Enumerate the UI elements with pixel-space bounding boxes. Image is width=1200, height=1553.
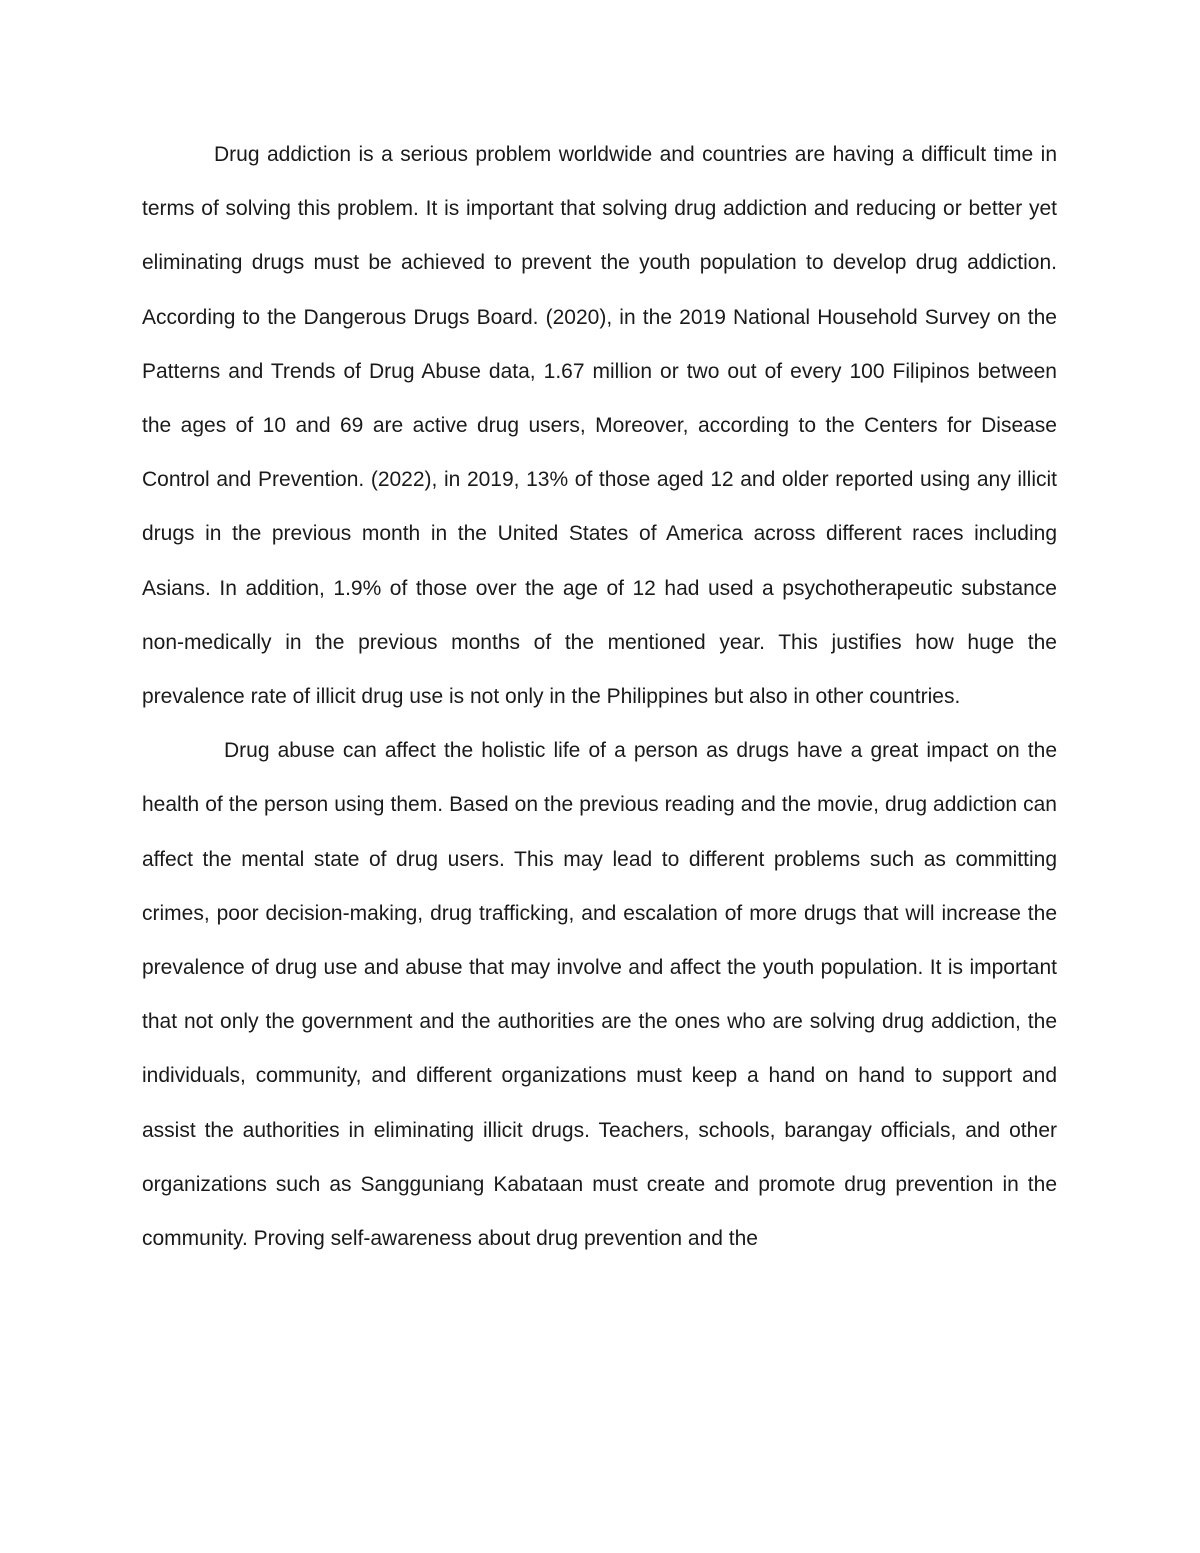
paragraph-drug-addiction-prevalence: Drug addiction is a serious problem worldwide and countries are having a difficult time in terms of solving this problem. It is important that solving drug addiction and reducing or better yet eliminating drugs must be achieved to prevent the youth population to develop drug addiction. According to the Dangerous Drugs Board. (2020), in the 2019 National Household Survey on the Patterns and Trends of Drug Abuse data, 1.67 million or two out of every 100 Filipinos between the ages of 10 and 69 are active drug users, Moreover, according to the Centers for Disease Control and Prevention. (2022), in 2019, 13% of those aged 12 and older reported using any illicit drugs in the previous month in the United States of America across different races including Asians. In addition, 1.9% of those over the age of 12 had used a psychotherapeutic substance non-medically in the previous months of the mentioned year. This justifies how huge the prevalence rate of illicit drug use is not only in the Philippines but also in other countries. (142, 143, 1057, 709)
document-body (142, 128, 1057, 1266)
paragraph-drug-abuse-effects: Drug abuse can affect the holistic life of a person as drugs have a great impact on the health of the person using them. Based on the previous reading and the movie, drug addiction can affect the mental state of drug users. This may lead to different problems such as committing crimes, poor decision-making, drug trafficking, and escalation of more drugs that will increase the prevalence of drug use and abuse that may involve and affect the youth population. It is important that not only the government and the authorities are the ones who are solving drug addiction, the individuals, community, and different organizations must keep a hand on hand to support and assist the authorities in eliminating illicit drugs. Teachers, schools, barangay officials, and other organizations such as Sangguniang Kabataan must create and promote drug prevention in the community. Proving self-awareness about drug prevention and the (142, 739, 1057, 1251)
